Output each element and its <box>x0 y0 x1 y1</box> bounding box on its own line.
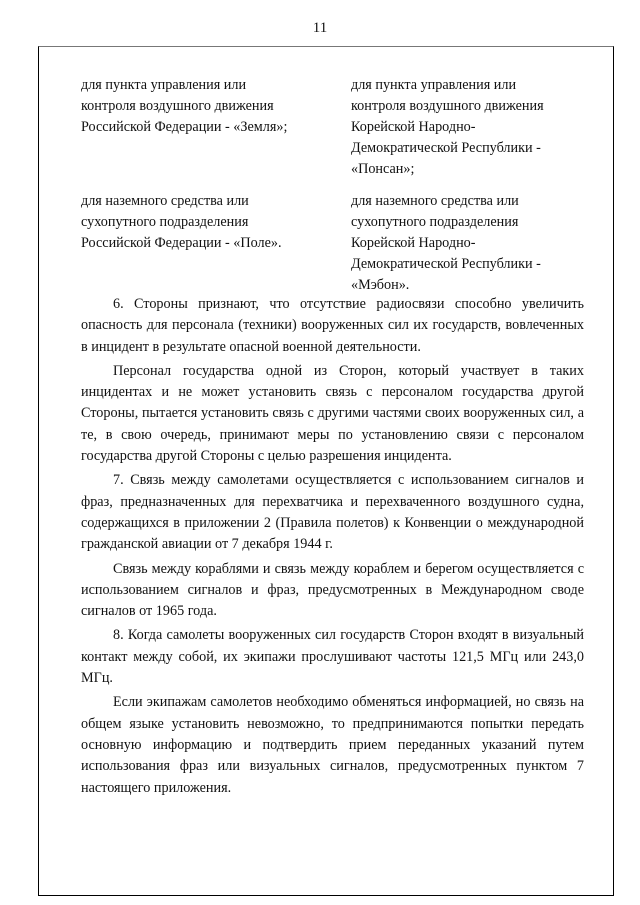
callsign-line: для наземного средства или <box>81 193 249 209</box>
callsign-line: «Понсан»; <box>351 161 415 177</box>
callsign-line: для наземного средства или <box>351 193 519 209</box>
callsign-line: контроля воздушного движения <box>351 98 544 114</box>
callsign-right-column <box>351 191 591 296</box>
callsign-line: «Мэбон». <box>351 277 410 293</box>
paragraph: Если экипажам самолетов необходимо обменяться информацией, но связь на общем языке установить невозможно, то предпринимаются попытки передать основную информацию и подтвердить прием переданных указаний путем использования фраз или визуальных сигналов, предусмотренных пунктом 7 настоящего приложения. <box>81 694 584 796</box>
paragraph: Связь между кораблями и связь между кораблем и берегом осуществляется с использованием сигналов и фраз, предусмотренных в Международном своде сигналов от 1965 года. <box>81 560 584 620</box>
paragraph: 7. Связь между самолетами осуществляется с использованием сигналов и фраз, предназначенных для перехватчика и перехваченного воздушного судна, содержащихся в приложении 2 (Правила полетов) к Конвенции о международной гражданской авиации от 7 декабря 1944 г. <box>81 472 584 553</box>
callsign-line: Демократической Республики - <box>351 256 541 272</box>
callsign-right-column <box>351 75 591 180</box>
callsign-left-column <box>81 191 321 254</box>
callsign-line: Демократической Республики - <box>351 140 541 156</box>
callsign-line: сухопутного подразделения <box>351 214 519 230</box>
callsign-line: Российской Федерации - «Поле». <box>81 235 282 251</box>
paragraph: Персонал государства одной из Сторон, который участвует в таких инцидентах и не может установить связь с персоналом государства другой Стороны, пытается установить связь с другими частями своих вооруженных сил, а те, в свою очередь, принимают меры по установлению связи с персоналом государства другой Стороны с целью разрешения инцидента. <box>81 362 584 465</box>
callsign-line: Корейской Народно- <box>351 119 476 135</box>
callsign-line: для пункта управления или <box>81 77 247 93</box>
callsign-line: для пункта управления или <box>351 77 517 93</box>
paragraph: 6. Стороны признают, что отсутствие радиосвязи способно увеличить опасность для персонала (техники) вооруженных сил их государств, вовлеченных в инцидент в результате опасной военной деятельности. <box>81 296 584 355</box>
callsign-line: сухопутного подразделения <box>81 214 249 230</box>
document-body <box>81 294 584 802</box>
callsign-left-column <box>81 75 321 138</box>
callsign-line: Корейской Народно- <box>351 235 476 251</box>
page-number: 11 <box>312 20 328 36</box>
callsign-line: контроля воздушного движения <box>81 98 274 114</box>
paragraph: 8. Когда самолеты вооруженных сил государств Сторон входят в визуальный контакт между собой, их экипажи прослушивают частоты 121,5 МГц или 243,0 МГц. <box>81 627 584 687</box>
callsign-line: Российской Федерации - «Земля»; <box>81 119 288 135</box>
